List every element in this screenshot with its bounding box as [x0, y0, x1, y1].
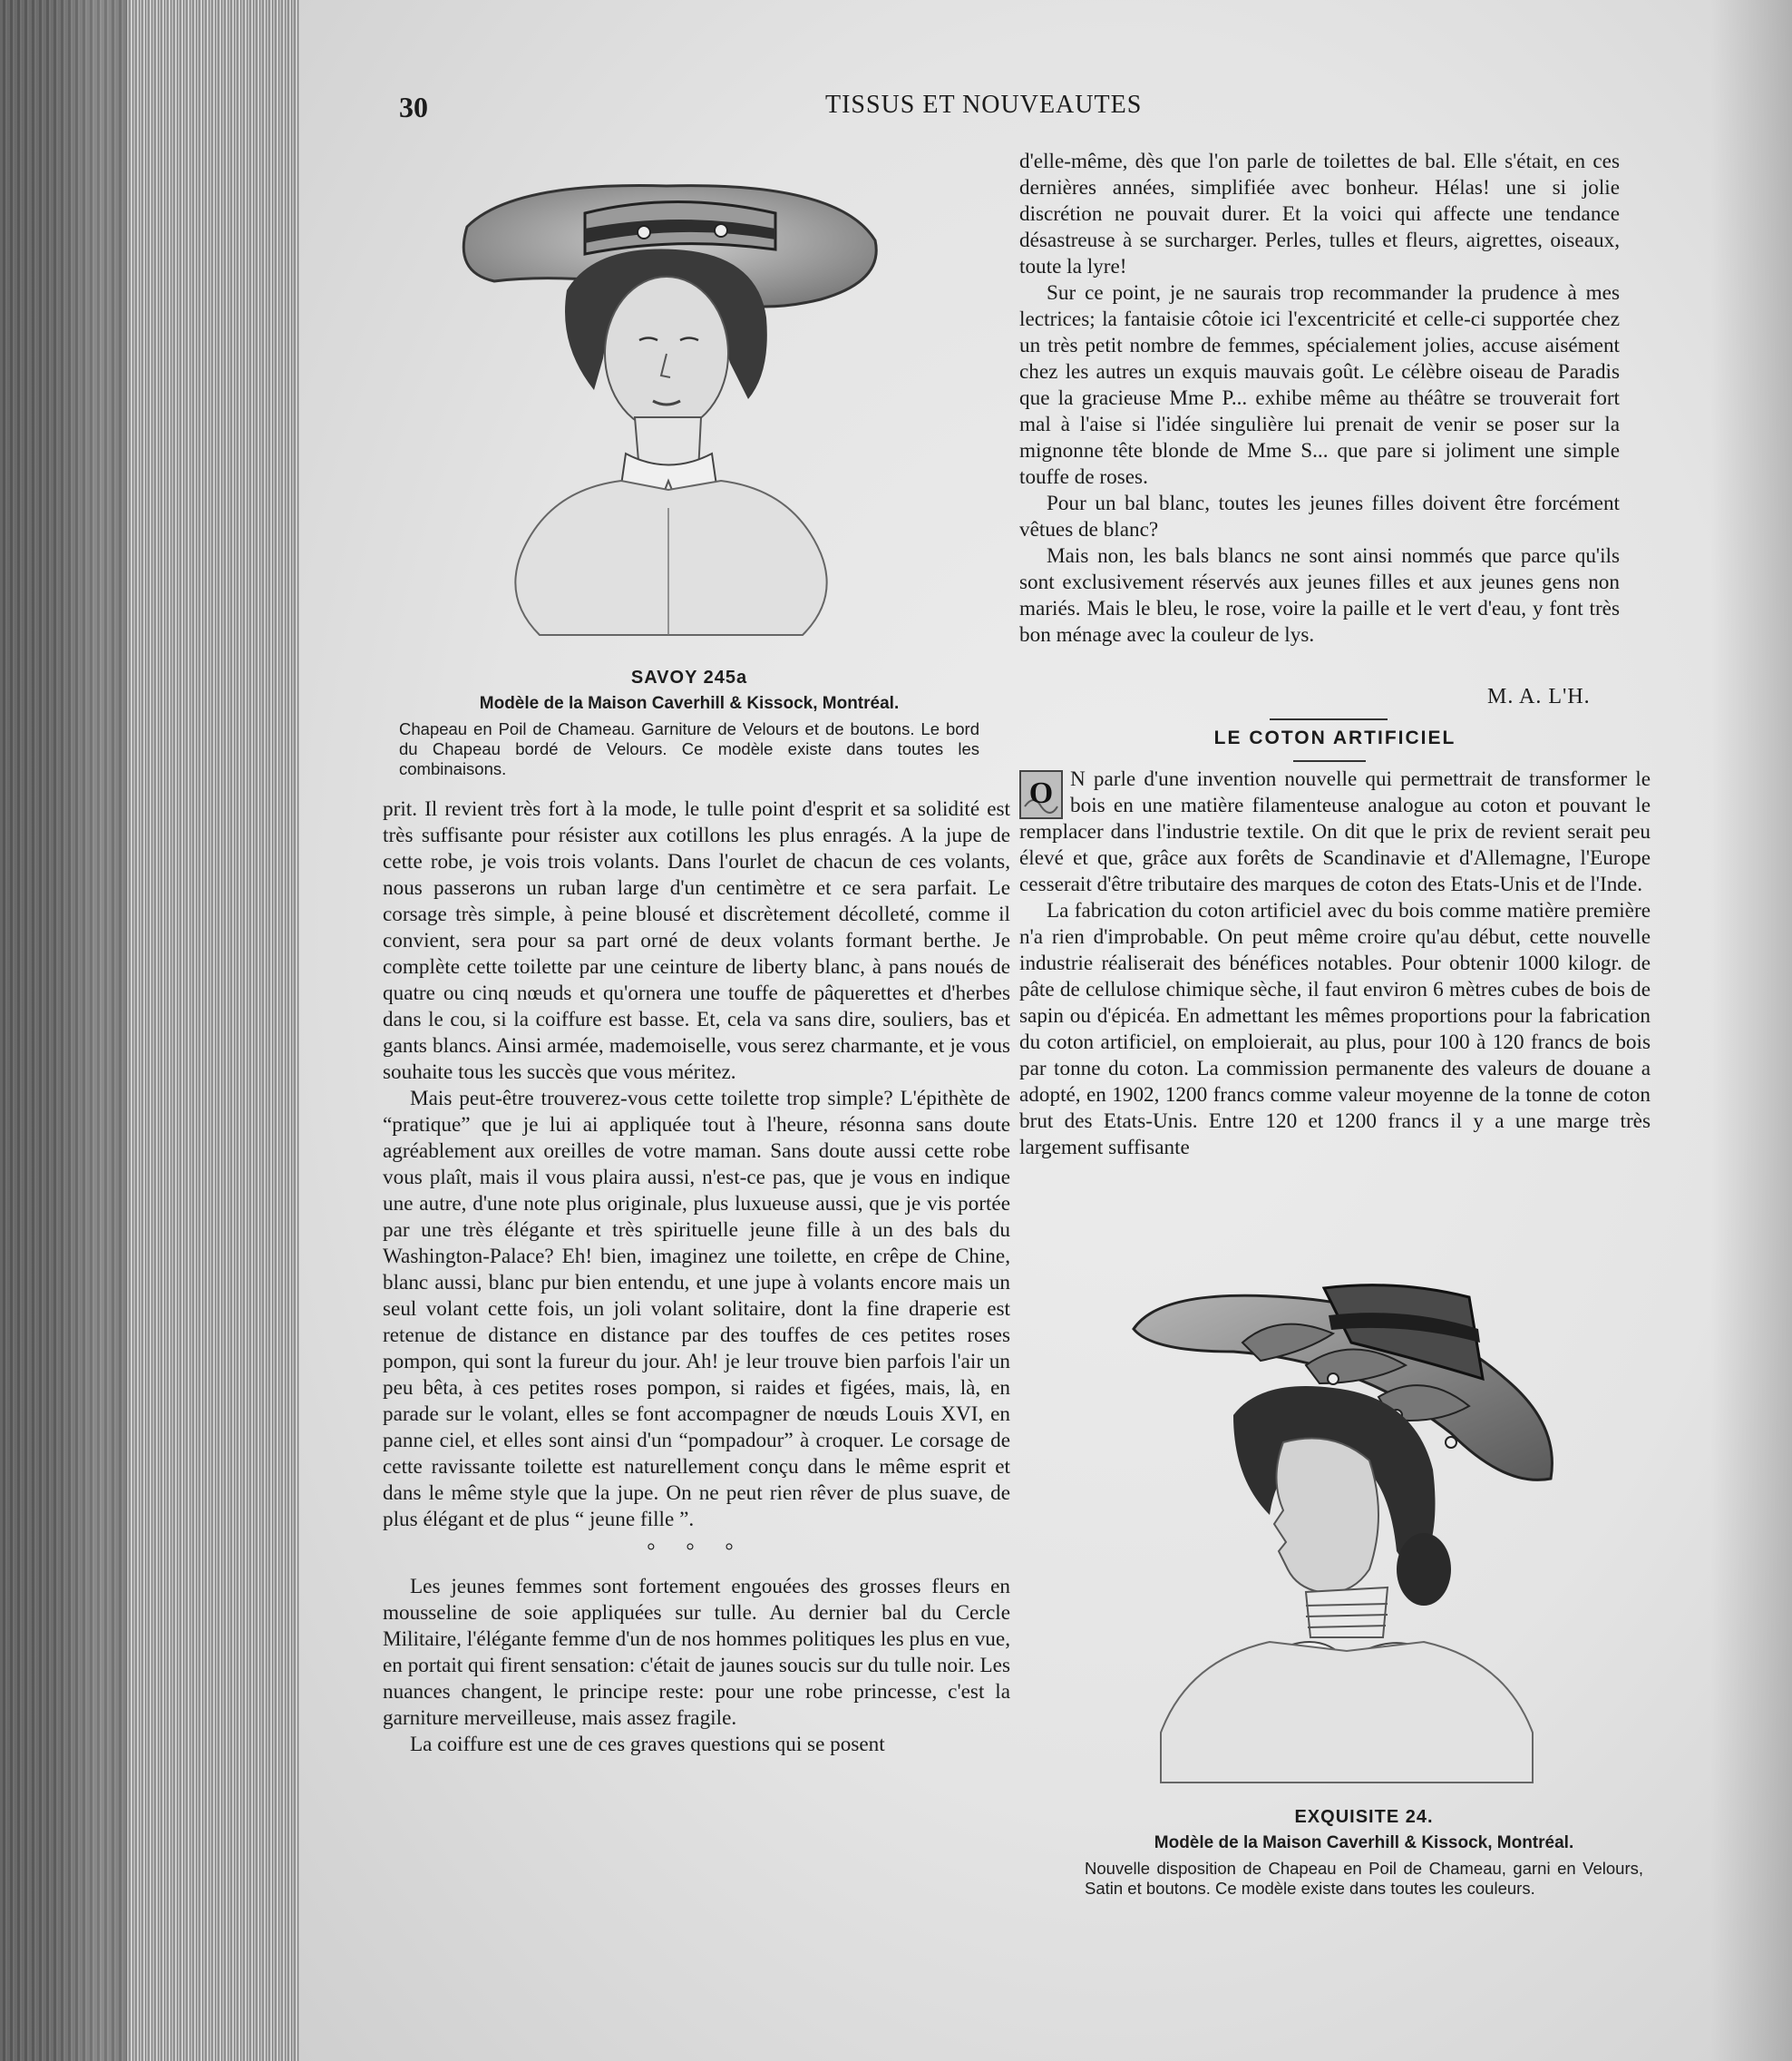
- exquisite-illustration-art: [1125, 1279, 1569, 1787]
- right-column-top: [1019, 149, 1620, 649]
- savoy-description: Chapeau en Poil de Chameau. Garniture de Velours et de boutons. Le bord du Chapeau bordé de Velours. Ce modèle existe dans toutes les combinaisons.: [399, 719, 979, 778]
- right-paragraph-2: Sur ce point, je ne saurais trop recommander la prudence à mes lectrices; la fantaisie côtoie ici l'excentricité et celle-ci supportée chez un très petit nombre de femmes, spécialement jolies, accuse aisément chez les autres un exquis mauvais goût. Le célèbre oiseau de Paradis que la gracieuse Mme P... exhibe même au théâtre se trouverait fort mal à l'aise si l'idée singulière lui prenait de venir se poser sur la mignonne tête blonde de Mme S... que pare si joliment une simple touffe de roses.: [1019, 281, 1620, 489]
- heading-rule-top: [1270, 718, 1388, 720]
- dropcap-letter: O: [1028, 777, 1054, 810]
- savoy-illustration-art: [458, 163, 884, 653]
- left-paragraph-1: prit. Il revient très fort à la mode, le tulle point d'esprit et sa solidité est très suffisante pour résister aux cotillons les plus enragés. A la jupe de cette robe, je vois trois volants. Dans l'ourlet de chacun de ces volants, nous passerons un ruban large d'un centimètre et ce sera parfait. Le corsage très simple, à peine blousé et discrètement décolleté, comme il convient, sera pour sa part orné de deux volants formant berthe. Je complète cette toilette par une ceinture de liberty blanc, à pans noués de quatre ou cinq nœuds et qu'ornera une touffe de pâquerettes et d'herbes dans le cou, si la coiffure est basse. Et, cela va sans dire, souliers, bas et gants blancs. Ainsi armée, mademoiselle, vous serez charmante, et je vous souhaite tous les succès que vous méritez.: [383, 797, 1010, 1084]
- right-paragraph-1: d'elle-même, dès que l'on parle de toilettes de bal. Elle s'était, en ces dernières années, simplifiée avec bonheur. Hélas! une si jolie discrétion ne pouvait durer. Et la voici qui affecte une tendance désastreuse à se surcharger. Perles, tulles et fleurs, aigrettes, oiseaux, toute la lyre!: [1019, 150, 1620, 278]
- article-paragraph-1-text: N parle d'une invention nouvelle qui permettrait de transformer le bois en une matière filamenteuse analogue au coton et pouvant le remplacer dans l'industrie textile. On dit que le prix de revient serait peu élevé et que, grâce aux forêts de Scandinavie et d'Allemagne, l'Europe cesserait d'être tributaire des marques de coton des Etats-Unis et de l'Inde.: [1019, 767, 1651, 896]
- section-heading: LE COTON ARTIFICIEL: [1213, 728, 1456, 748]
- savoy-maker: Modèle de la Maison Caverhill & Kissock, Montréal.: [479, 694, 900, 713]
- right-column-article: [1019, 767, 1651, 1161]
- right-paragraph-4: Mais non, les bals blancs ne sont ainsi nommés que parce qu'ils sont exclusivement réservés aux jeunes filles et aux jeunes gens non mariés. Mais le bleu, le rose, voire la paille et le vert d'eau, y font très bon ménage avec la couleur de lys.: [1019, 544, 1620, 647]
- right-paragraph-3: Pour un bal blanc, toutes les jeunes filles doivent être forcément vêtues de blanc?: [1019, 492, 1620, 542]
- article-paragraph-2: La fabrication du coton artificiel avec du bois comme matière première n'a rien d'improbable. On peut même croire qu'au début, cette nouvelle industrie réaliserait des bénéfices notables. Pour obtenir 1000 kilogr. de pâte de cellulose chimique sèche, il faut environ 6 mètres cubes de bois de sapin ou d'épicéa. En admettant les mêmes proportions pour la fabrication du coton artificiel, on emploierait, au plus, pour 100 à 120 francs de bois par tonne du coton. La commission permanente des valeurs de douane a adopté, en 1902, 1200 francs comme valeur moyenne de la tonne de coton brut des Etats-Unis. Entre 120 et 1200 francs il y a une marge très largement suffisante: [1019, 899, 1651, 1159]
- header-title: TISSUS ET NOUVEAUTES: [825, 91, 1143, 119]
- savoy-model-name: SAVOY 245a: [630, 668, 748, 688]
- exquisite-description: Nouvelle disposition de Chapeau en Poil de Chameau, garni en Velours, Satin et boutons. Ce modèle existe dans toutes les couleurs.: [1085, 1859, 1643, 1898]
- page-edges: [127, 0, 308, 2061]
- left-column: [383, 796, 1010, 1758]
- decorative-dropcap-icon: [1019, 770, 1063, 819]
- page-shadow: [1710, 0, 1792, 2061]
- exquisite-caption: [1085, 1807, 1643, 1899]
- author-signature: M. A. L'H.: [1487, 685, 1591, 708]
- running-header: [399, 91, 1669, 136]
- book-binding: [0, 0, 136, 2061]
- left-paragraph-2: Mais peut-être trouverez-vous cette toilette trop simple? L'épithète de “pratique” que je lui ai appliquée tout à l'heure, résonna sans doute agréablement aux oreilles de votre maman. Sans doute aussi cette robe vous plaît, mais il vous plaira aussi, n'est-ce pas, que je vous en indique une autre, d'une note plus originale, plus luxueuse aussi, que je vis portée par une très élégante et très spirituelle jeune fille à un des bals du Washington-Palace? Eh! bien, imaginez une toilette, en crêpe de Chine, blanc aussi, blanc pur bien entendu, et une jupe à volants encore mais un seul volant cette fois, un joli volant solitaire, dont la fine draperie est retenue de distance en distance par des touffes de ces petites roses pompon, qui sont la fureur du jour. Ah! je leur trouve bien parfois l'air un peu bêta, à ces petites roses pompon, si raides et figées, mais, là, en parade sur le volant, elles se font accompagner de nœuds Louis XVI, en panne ciel, et elles sont ainsi d'un “pompadour” à croquer. Le corsage de cette ravissante toilette est naturellement conçu dans le même esprit et dans le même style que la jupe. On ne peut rien rêver de plus suave, de plus élégant et de plus “ jeune fille ”.: [383, 1087, 1010, 1531]
- exquisite-hat-illustration: [1125, 1279, 1569, 1787]
- savoy-hat-illustration: [458, 163, 884, 653]
- section-ornament: ° ° °: [647, 1539, 746, 1563]
- exquisite-maker: Modèle de la Maison Caverhill & Kissock, Montréal.: [1154, 1833, 1574, 1852]
- page-number: 30: [399, 91, 428, 123]
- article-paragraph-1: [1019, 767, 1651, 898]
- exquisite-model-name: EXQUISITE 24.: [1294, 1807, 1434, 1827]
- heading-rule-bottom: [1293, 760, 1366, 762]
- left-paragraph-3: Les jeunes femmes sont fortement engouées des grosses fleurs en mousseline de soie appliquées sur tulle. Au dernier bal du Cercle Militaire, l'élégante femme d'un de nos hommes politiques les plus en vue, en portait qui firent sensation: c'était de jaunes soucis sur du tulle noir. Les nuances changent, le principe reste: pour une robe princesse, c'est la garniture merveilleuse, mais assez fragile.: [383, 1575, 1010, 1730]
- savoy-caption: [399, 668, 979, 779]
- left-paragraph-4: La coiffure est une de ces graves questions qui se posent: [410, 1733, 885, 1756]
